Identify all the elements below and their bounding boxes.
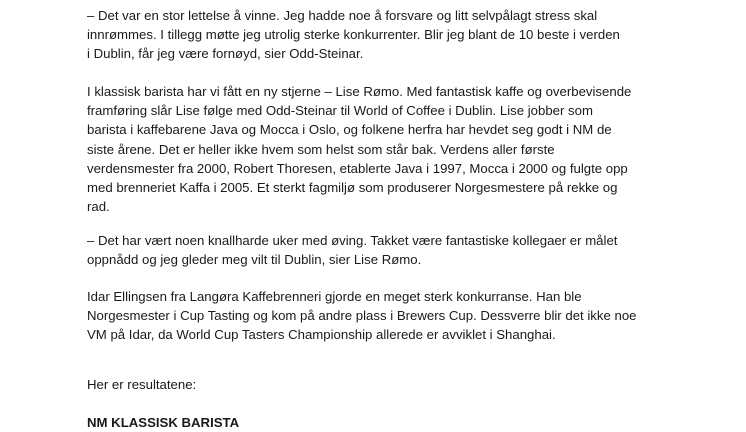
results-intro: Her er resultatene: bbox=[87, 377, 197, 392]
paragraph-lise-romo-intro: I klassisk barista har vi fått en ny stjerne – Lise Rømo. Med fantastisk kaffe og overbevisende framføring slår Lise følge med Odd-Steinar til World of Coffee i Dublin. Lise jobber som barista i kaffebarene Java og Mocca i Oslo, og folkene herfra har hevdet seg godt i NM de siste årene. Det er heller ikke hvem som helst som står bak. Verdens aller første verdensmester fra 2000, Robert Thoresen, etablerte Java i 1997, Mocca i 2000 og fulgte opp med brenneriet Kaffa i 2005. Et sterkt fagmiljø som produserer Norgesmestere på rekke og rad. bbox=[87, 84, 632, 215]
paragraph-idar-ellingsen: Idar Ellingsen fra Langøra Kaffebrenneri gjorde en meget sterk konkurranse. Han ble Norgesmester i Cup Tasting og kom på andre plass i Brewers Cup. Dessverre blir det ikke noe VM på Idar, da World Cup Tasters Championship allerede er avviklet i Shanghai. bbox=[87, 289, 637, 343]
results-section-heading: NM KLASSISK BARISTA bbox=[87, 415, 240, 430]
paragraph-lise-romo-quote: – Det har vært noen knallharde uker med øving. Takket være fantastiske kollegaer er målet oppnådd og jeg gleder meg vilt til Dublin, sier Lise Rømo. bbox=[87, 233, 618, 268]
paragraph-odd-steinar-quote: – Det var en stor lettelse å vinne. Jeg hadde noe å forsvare og litt selvpålagt stress skal innrømmes. I tillegg møtte jeg utrolig sterke konkurrenter. Blir jeg blant de 10 beste i verden i Dublin, får jeg være fornøyd, sier Odd-Steinar. bbox=[87, 8, 620, 62]
